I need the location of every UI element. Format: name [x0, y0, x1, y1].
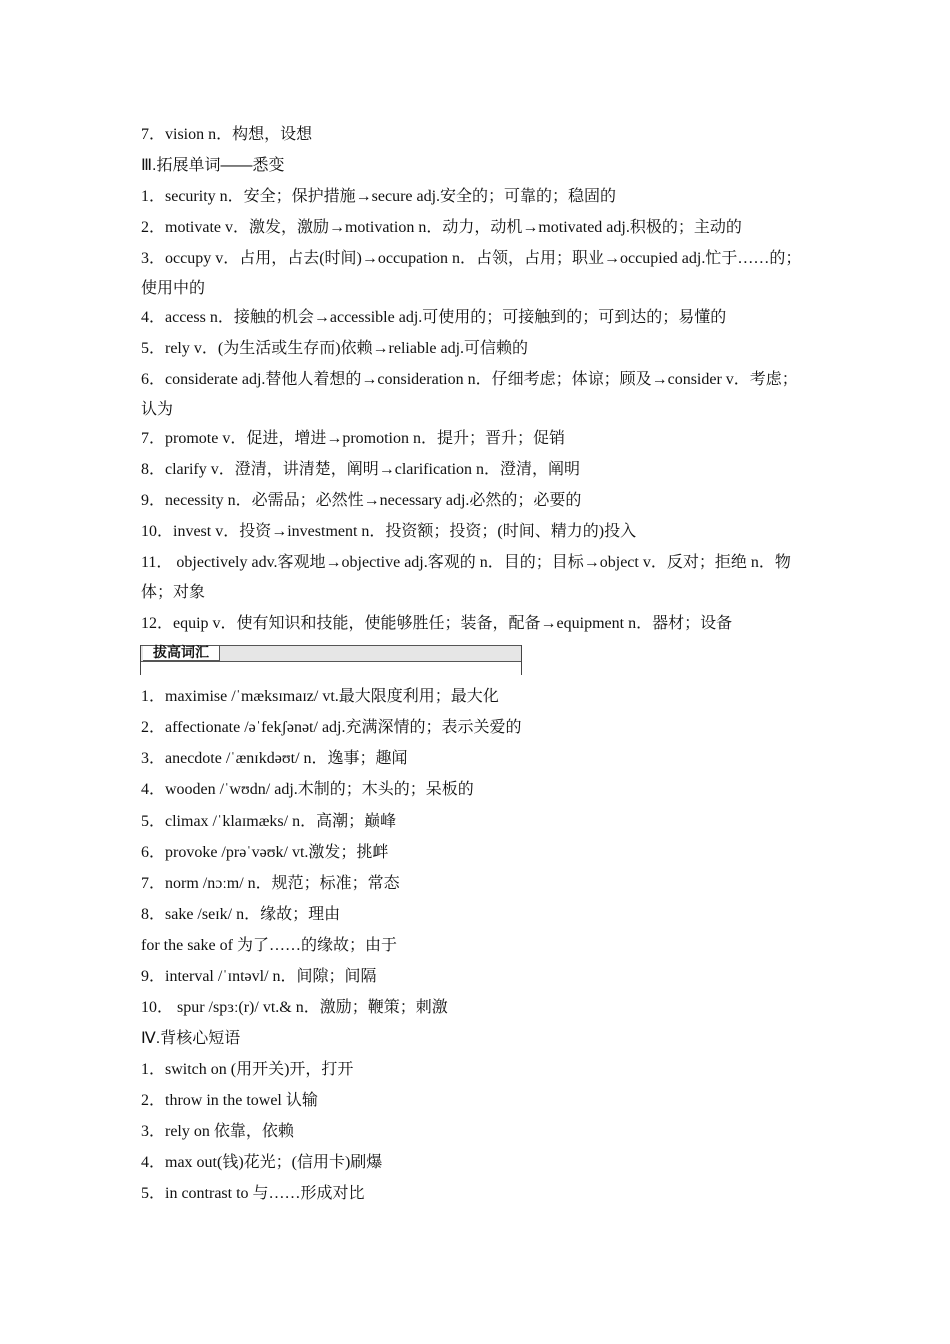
vocab-item: 12．equip v．使有知识和技能，使能够胜任；装备，配备→equipment n．器材；设备 — [141, 615, 733, 632]
vocab-item: 9．interval /ˈɪntəvl/ n．间隙；间隔 — [141, 968, 377, 985]
vocab-item: 3．anecdote /ˈænɪkdəʊt/ n．逸事；趣闻 — [141, 750, 408, 767]
vocab-item: 6．considerate adj.替他人着想的→consideration n．仔细考虑；体谅；顾及→consider v．考虑；认为 — [141, 371, 798, 418]
vocab-item: 10．invest v．投资→investment n．投资额；投资；(时间、精力的)投入 — [141, 523, 637, 540]
section-banner-advanced-vocab — [140, 645, 522, 675]
vocab-item: 5．rely v．(为生活或生存而)依赖→reliable adj.可信赖的 — [141, 340, 529, 357]
phrase-item: 3．rely on 依靠，依赖 — [141, 1123, 294, 1140]
section-heading-core-phrases: Ⅳ.背核心短语 — [141, 1030, 241, 1047]
vocab-item: 2．motivate v．激发，激励→motivation n．动力，动机→motivated adj.积极的；主动的 — [141, 219, 742, 236]
vocab-item: 8．sake /seɪk/ n．缘故；理由 — [141, 906, 341, 923]
phrase-item: 1．switch on (用开关)开，打开 — [141, 1061, 354, 1078]
vocab-item: 9．necessity n．必需品；必然性→necessary adj.必然的；必要的 — [141, 492, 582, 509]
section-heading-expand-words: Ⅲ.拓展单词——悉变 — [141, 157, 285, 174]
vocab-item: 7．norm /nɔːm/ n．规范；标准；常态 — [141, 875, 400, 892]
vocab-item: 6．provoke /prəˈvəʊk/ vt.激发；挑衅 — [141, 844, 389, 861]
vocab-item: 11． objectively adv.客观地→objective adj.客观的 n．目的；目标→object v．反对；拒绝 n．物体；对象 — [141, 554, 791, 601]
section-banner-label: 拔高词汇 — [143, 646, 220, 661]
vocab-item: 7．vision n．构想，设想 — [141, 126, 313, 143]
phrase-item: 4．max out(钱)花光；(信用卡)刷爆 — [141, 1154, 383, 1171]
vocab-item: 10． spur /spɜː(r)/ vt.& n．激励；鞭策；刺激 — [141, 999, 448, 1016]
vocab-item: 1．security n．安全；保护措施→secure adj.安全的；可靠的；稳固的 — [141, 188, 617, 205]
phrase-item: 2．throw in the towel 认输 — [141, 1092, 318, 1109]
vocab-item: 3．occupy v．占用，占去(时间)→occupation n．占领，占用；职业→occupied adj.忙于……的；使用中的 — [141, 250, 802, 297]
vocab-item: 4．access n．接触的机会→accessible adj.可使用的；可接触到的；可到达的；易懂的 — [141, 309, 727, 326]
vocab-item: 1．maximise /ˈmæksɪmaɪz/ vt.最大限度利用；最大化 — [141, 688, 499, 705]
vocab-item: 2．affectionate /əˈfekʃənət/ adj.充满深情的；表示关爱的 — [141, 719, 522, 736]
vocab-item: 4．wooden /ˈwʊdn/ adj.木制的；木头的；呆板的 — [141, 781, 474, 798]
vocab-item: 8．clarify v．澄清，讲清楚，阐明→clarification n．澄清，阐明 — [141, 461, 581, 478]
vocab-item: 7．promote v．促进，增进→promotion n．提升；晋升；促销 — [141, 430, 565, 447]
phrase-item: 5．in contrast to 与……形成对比 — [141, 1185, 365, 1202]
vocab-item: 5．climax /ˈklaɪmæks/ n．高潮；巅峰 — [141, 813, 397, 830]
phrase-item: for the sake of 为了……的缘故；由于 — [141, 937, 397, 954]
